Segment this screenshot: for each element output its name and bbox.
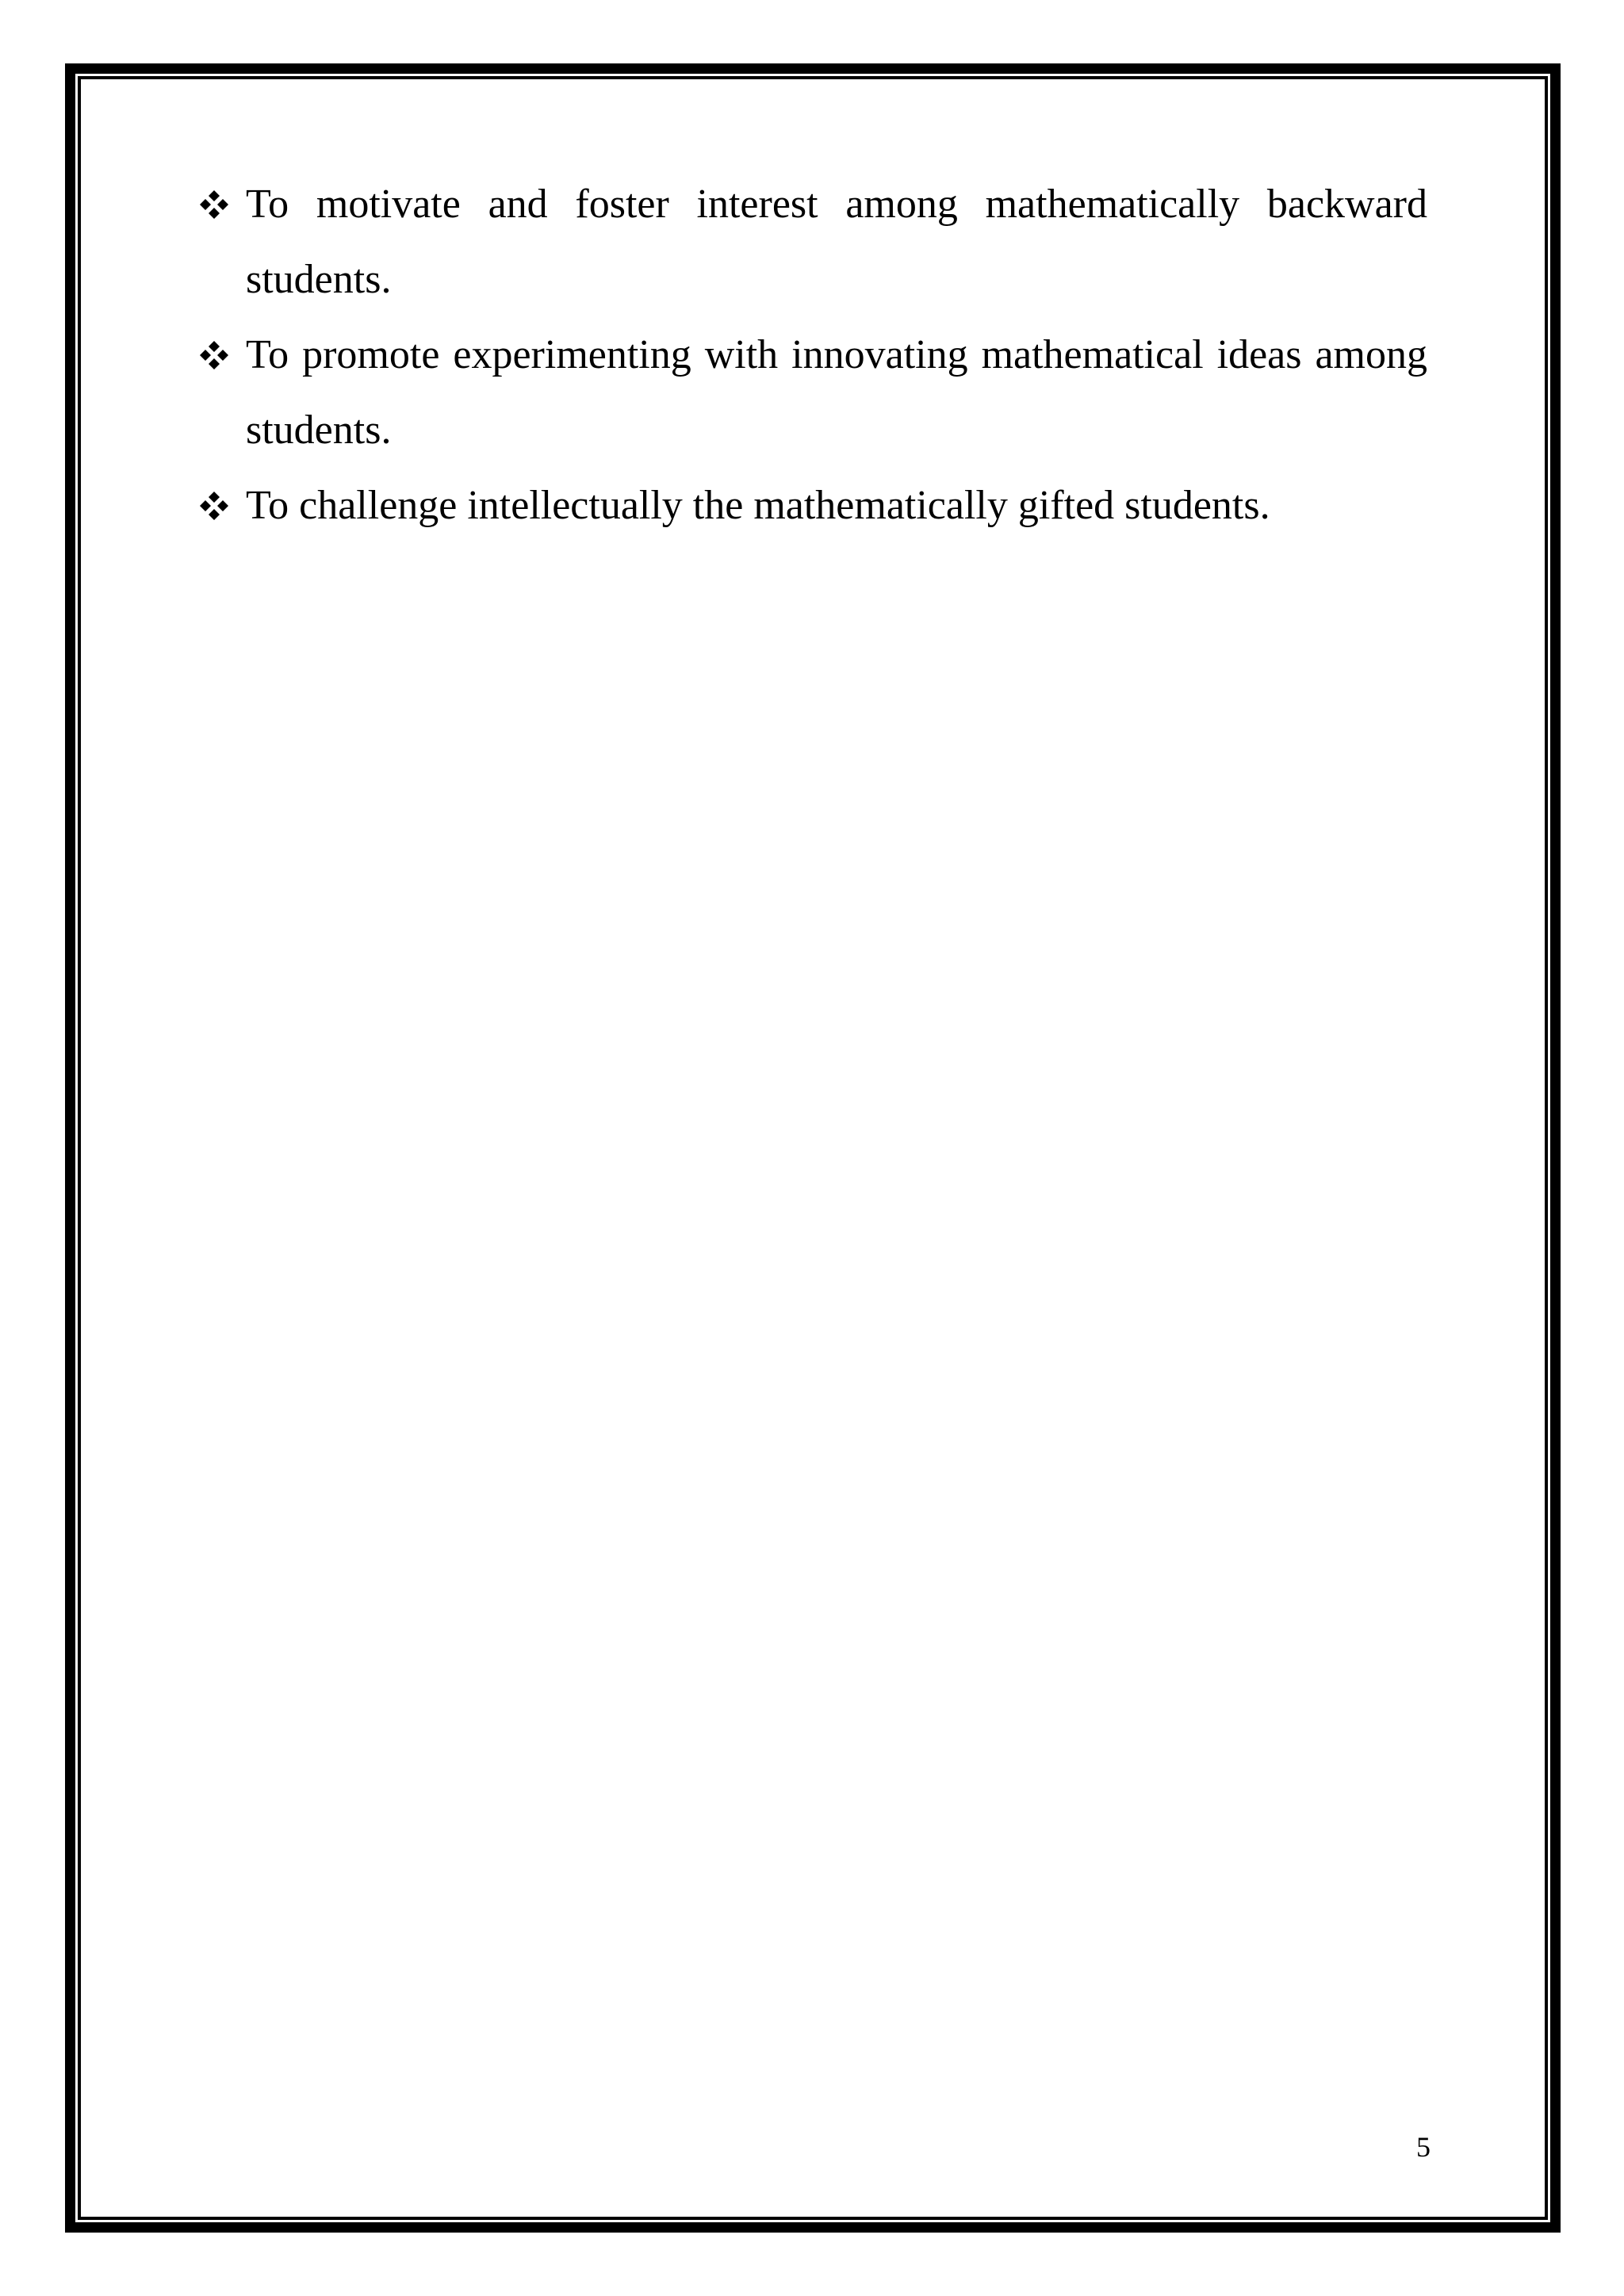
four-diamond-bullet-icon xyxy=(198,490,230,522)
bullet-text: To promote experimenting with innovating mathematical ideas among students. xyxy=(246,332,1427,453)
objectives-list xyxy=(197,166,1427,543)
page-number: 5 xyxy=(1416,2131,1431,2163)
four-diamond-bullet-icon xyxy=(198,189,230,220)
list-item xyxy=(197,317,1427,468)
bullet-text: To motivate and foster interest among mathematically backward students. xyxy=(246,182,1427,302)
list-item xyxy=(197,166,1427,317)
list-item xyxy=(197,468,1427,543)
bullet-text: To challenge intellectually the mathematically gifted students. xyxy=(246,483,1270,528)
four-diamond-bullet-icon xyxy=(198,339,230,371)
page-content xyxy=(197,166,1427,543)
